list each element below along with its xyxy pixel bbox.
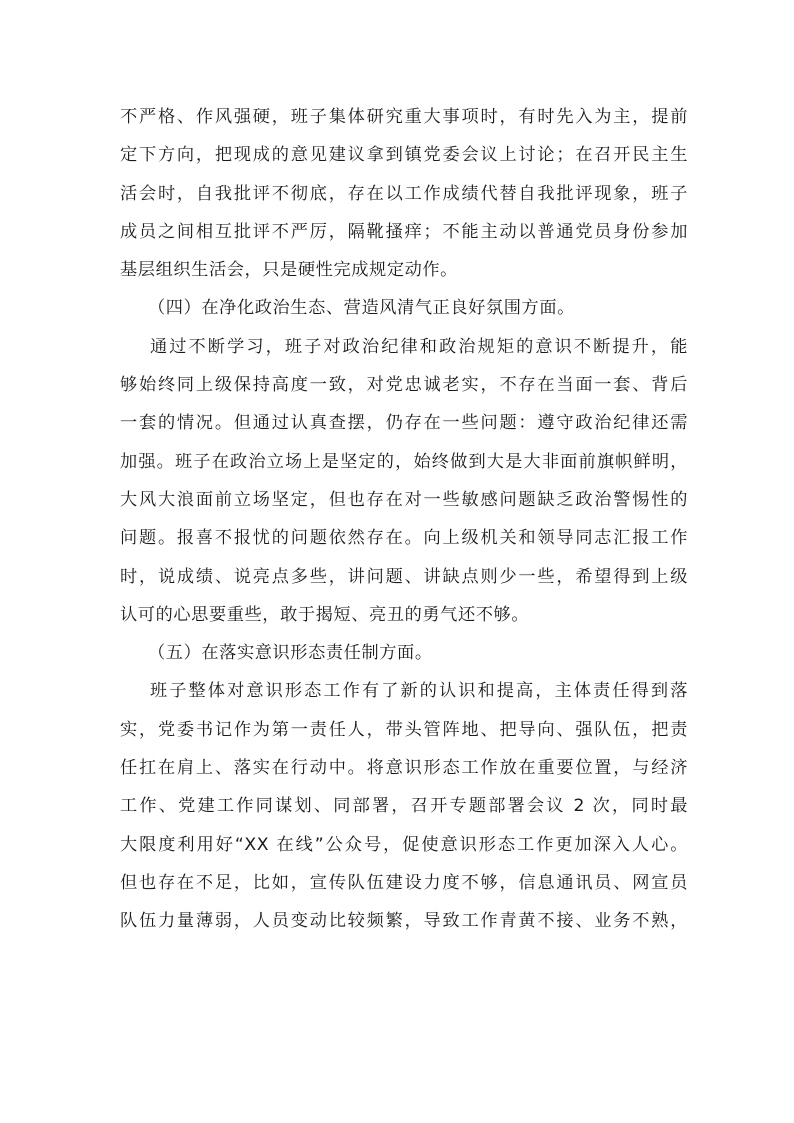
section-heading-4: （四）在净化政治生态、营造风清气正良好氛围方面。 [148,298,575,319]
paragraph-line: 不严格、作风强硬，班子集体研究重大事项时，有时先入为主，提前 [120,107,688,127]
paragraph-line: 大风大浪面前立场坚定，但也存在对一些敏感问题缺乏政治警惕性的 [120,489,688,510]
paragraph-line: 任扛在肩上、落实在行动中。将意识形态工作放在重要位置，与经济 [120,758,688,779]
paragraph-line: 活会时，自我批评不彻底，存在以工作成绩代替自我批评现象，班子 [120,183,688,204]
paragraph-line: 工作、党建工作同谋划、同部署，召开专题部署会议 2 次，同时最 [120,796,688,817]
paragraph-line: 时，说成绩、说亮点多些，讲问题、讲缺点则少一些，希望得到上级 [120,566,688,587]
paragraph-line: 基层组织生活会，只是硬性完成规定动作。 [120,260,458,281]
document-body [120,98,688,941]
paragraph-line: 大限度利用好“XX 在线”公众号，促使意识形态工作更加深入人心。 [120,834,688,855]
paragraph-line: 一套的情况。但通过认真查摆，仍存在一些问题：遵守政治纪律还需 [120,413,688,434]
paragraph-line: 认可的心思要重些，敢于揭短、亮丑的勇气还不够。 [120,604,530,625]
paragraph-line: 通过不断学习，班子对政治纪律和政治规矩的意识不断提升，能 [150,336,688,357]
paragraph-line: 问题。报喜不报忧的问题依然存在。向上级机关和领导同志汇报工作 [120,528,688,549]
paragraph-line: 实，党委书记作为第一责任人，带头管阵地、把导向、强队伍，把责 [120,719,688,740]
paragraph-line: 定下方向，把现成的意见建议拿到镇党委会议上讨论；在召开民主生 [120,145,688,166]
paragraph-line: 队伍力量薄弱，人员变动比较频繁，导致工作青黄不接、业务不熟， [120,911,688,932]
paragraph-line: 够始终同上级保持高度一致，对党忠诚老实，不存在当面一套、背后 [120,375,688,396]
paragraph-line: 成员之间相互批评不严厉，隔靴搔痒；不能主动以普通党员身份参加 [120,221,688,242]
paragraph-line: 但也存在不足，比如，宣传队伍建设力度不够，信息通讯员、网宣员 [120,872,688,893]
paragraph-line: 班子整体对意识形态工作有了新的认识和提高，主体责任得到落 [150,681,688,702]
paragraph-line: 加强。班子在政治立场上是坚定的，始终做到大是大非面前旗帜鲜明， [120,451,688,472]
section-heading-5: （五）在落实意识形态责任制方面。 [148,643,433,664]
